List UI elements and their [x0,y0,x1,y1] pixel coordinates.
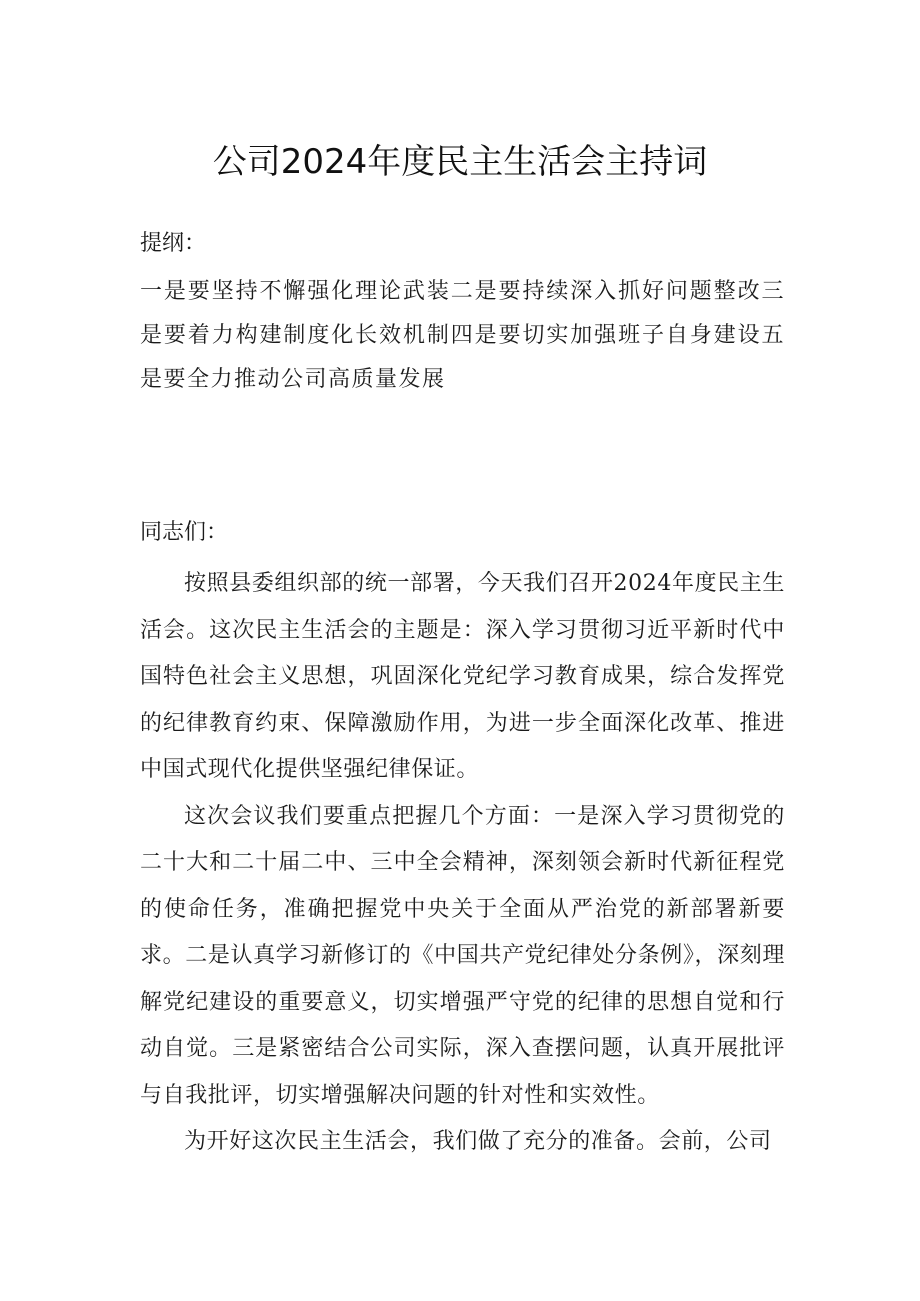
paragraph-2: 这次会议我们要重点把握几个方面：一是深入学习贯彻党的二十大和二十届二中、三中全会精神，深刻领会新时代新征程党的使命任务，准确把握党中央关于全面从严治党的新部署新要求。二是认真学习新修订的《中国共产党纪律处分条例》，深刻理解党纪建设的重要意义，切实增强严守党的纪律的思想自觉和行动自觉。三是紧密结合公司实际，深入查摆问题，认真开展批评与自我批评，切实增强解决问题的针对性和实效性。 [140,803,785,1108]
document-body [140,561,785,1166]
paragraph-1: 按照县委组织部的统一部署，今天我们召开2024年度民主生活会。这次民主生活会的主题是：深入学习贯彻习近平新时代中国特色社会主义思想，巩固深化党纪学习教育成果，综合发挥党的纪律教育约束、保障激励作用，为进一步全面深化改革、推进中国式现代化提供坚强纪律保证。 [140,571,785,782]
outline-text: 一是要坚持不懈强化理论武装二是要持续深入抓好问题整改三是要着力构建制度化长效机制四是要切实加强班子自身建设五是要全力推动公司高质量发展 [140,279,785,392]
paragraph-3: 为开好这次民主生活会，我们做了充分的准备。会前，公司 [184,1129,772,1154]
outline-label: 提纲： [140,231,207,256]
document-title: 公司2024年度民主生活会主持词 [212,142,708,182]
salutation: 同志们： [140,520,229,545]
